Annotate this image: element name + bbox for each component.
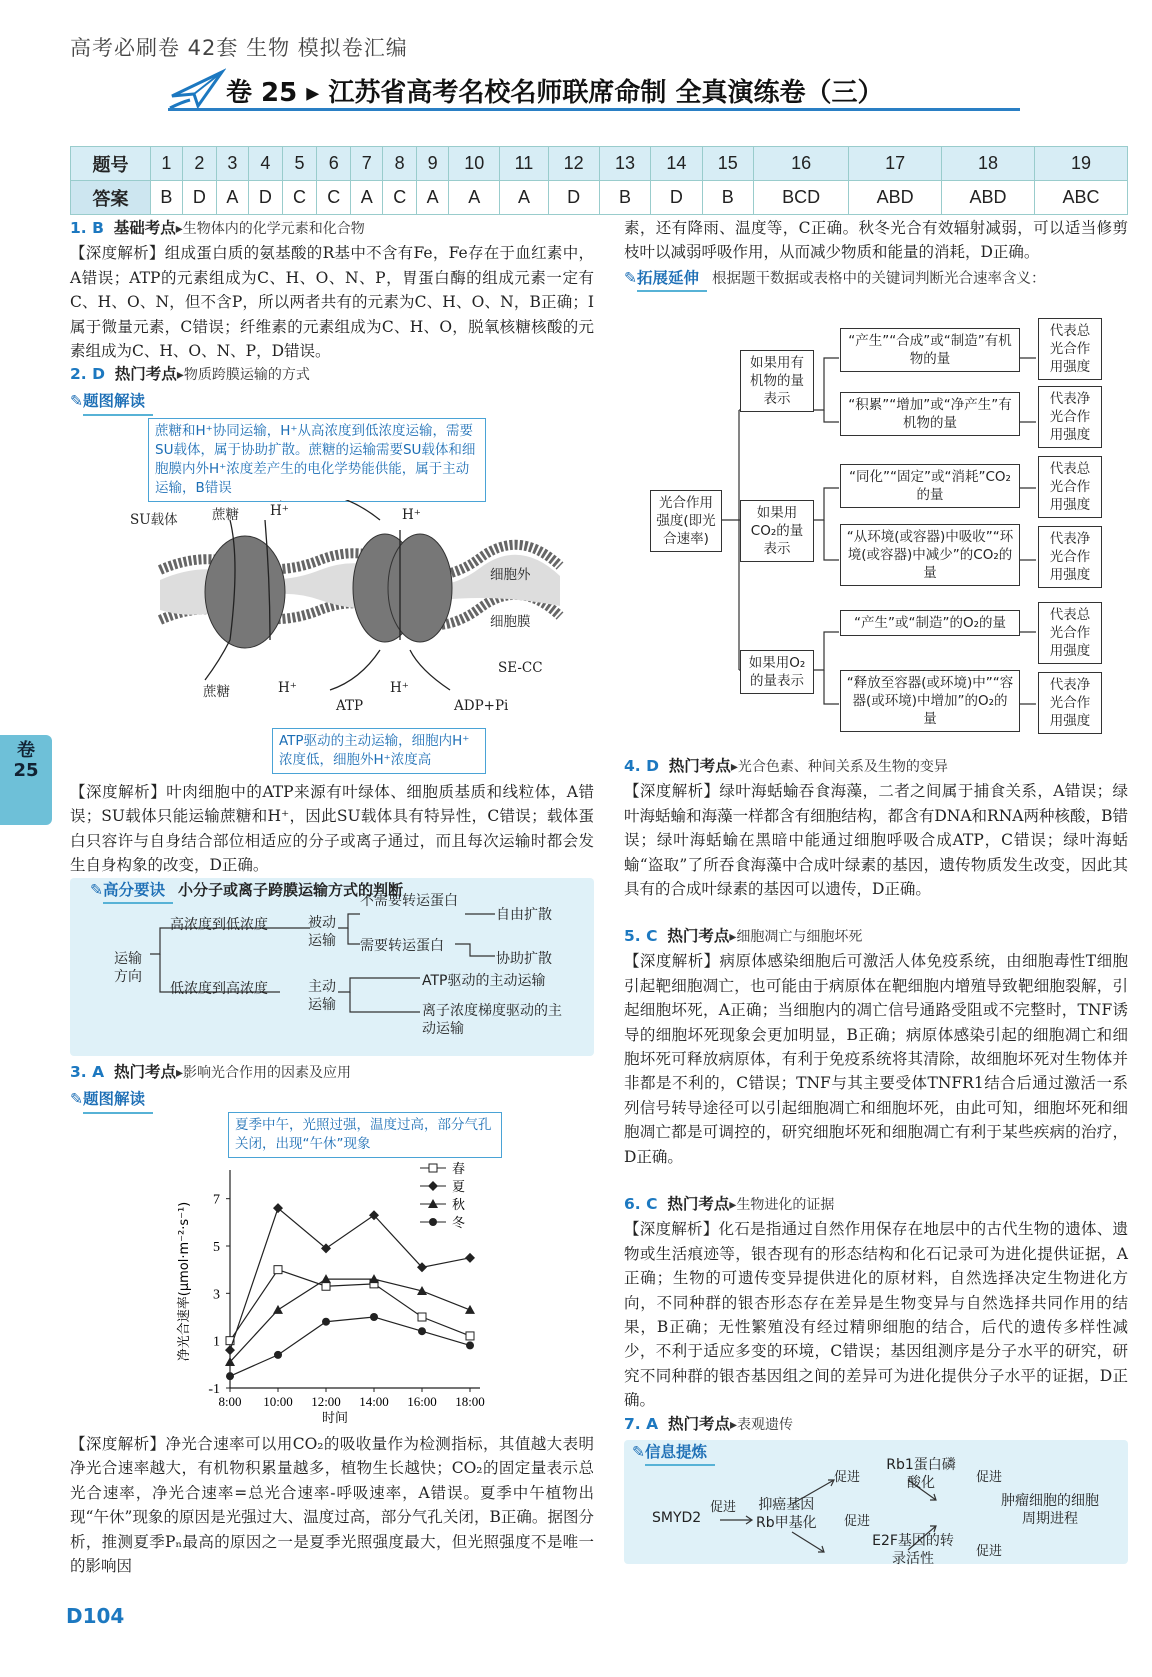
- fc-total-1: 代表总光合作用强度: [1038, 318, 1102, 380]
- q6-explanation: [624, 1192, 1128, 1413]
- extracellular-label: 细胞外: [490, 567, 531, 583]
- y-tick-label: 3: [213, 1287, 220, 1303]
- fc-organic-total: “产生”“合成”或“制造”有机物的量: [840, 328, 1020, 372]
- point-夏: [225, 1345, 235, 1355]
- q3-callout: 夏季中午，光照过强，温度过高，部分气孔关闭，出现“午休”现象: [228, 1112, 502, 1158]
- point-冬: [418, 1327, 426, 1335]
- h-cycle-arrow: [280, 500, 380, 520]
- point-冬: [466, 1341, 474, 1349]
- q-num: 7: [351, 147, 383, 181]
- promote-label-2: 促进: [834, 1470, 861, 1485]
- q-num: 4: [248, 147, 282, 181]
- question-number-row: [71, 147, 1128, 181]
- q7-number: 7. A: [624, 1415, 659, 1433]
- fc-co2-total: “同化”“固定”或“消耗”CO₂的量: [840, 464, 1020, 508]
- branch-no-protein: [338, 914, 360, 928]
- sucrose-label-top: 蔗糖: [212, 507, 239, 523]
- extension-section: [624, 266, 1128, 292]
- q3-keyword: ▸影响光合作用的因素及应用: [175, 1065, 351, 1081]
- q3-explanation: 【深度解析】净光合速率可以用CO₂的吸收量作为检测指标，其值越大表明净光合速率越大，有机物积累量越多，植物生长越快；CO₂的固定量表示总光合速率，净光合速率=总光合速率-呼吸速率，A错误。夏季中午植物出现“午休”现象的原因是光强过大、温度过高，部分气孔关闭，B正确。据图分析，推测夏季Pₙ最高的原因之一是夏季光照强度最大，但光照强度不是唯一的影响因: [70, 1435, 594, 1576]
- branch-protein: [348, 928, 360, 944]
- q-num: 19: [1034, 147, 1127, 181]
- q-num: 13: [599, 147, 650, 181]
- series-line-冬: [230, 1317, 470, 1376]
- tree-no-protein: 不需要转运蛋白: [360, 893, 458, 909]
- branch-atp: [338, 978, 420, 992]
- tree-passive: 被动 运输: [308, 915, 336, 949]
- point-秋: [465, 1305, 475, 1314]
- q-num: 16: [753, 147, 848, 181]
- q2-tag: 热门考点: [114, 365, 177, 383]
- answer-cell: A: [500, 181, 548, 215]
- legend-label-秋: 秋: [452, 1198, 466, 1213]
- x-tick-label: 18:00: [455, 1394, 485, 1409]
- answer-row: [71, 181, 1128, 215]
- y-axis-label: 净光合速率(μmol·m⁻²·s⁻¹): [177, 1201, 192, 1362]
- h-label-bottom-1: H⁺: [278, 680, 297, 696]
- q5-explanation: [624, 924, 1128, 1169]
- answer-cell: ABD: [942, 181, 1035, 215]
- q1-number: 1. B: [70, 219, 104, 237]
- point-夏: [465, 1253, 475, 1263]
- answer-cell: D: [248, 181, 282, 215]
- q2-header: [70, 362, 594, 416]
- q7-header: [624, 1412, 1128, 1437]
- tree-active: 主动 运输: [308, 979, 336, 1013]
- tree-ion-active: 离子浓度梯度驱动的主动运输: [422, 1003, 562, 1037]
- answer-cell: B: [702, 181, 753, 215]
- q1-text: 【深度解析】组成蛋白质的氨基酸的R基中不含有Fe，Fe存在于血红素中，A错误；ATP的元素组成为C、H、O、N、P，胃蛋白酶的组成元素一定有C、H、O、N，但不含P，所以两者共有的元素为C、H、O、N，B正确；I属于微量元素，C错误；纤维素的元素组成为C、H、O，脱氧核糖核酸的元素组成为C、H、O、N、P，D错误。: [70, 244, 594, 361]
- point-冬: [226, 1372, 234, 1380]
- title-underline: [168, 108, 1020, 111]
- series-line-春: [230, 1270, 470, 1341]
- promote-label-5: 促进: [976, 1544, 1003, 1559]
- q4-explanation: [624, 754, 1128, 901]
- q2-tip-title: 高分要诀: [103, 878, 173, 904]
- q-num: 3: [216, 147, 248, 181]
- answer-label: 答案: [71, 181, 151, 215]
- tree-atp-active: ATP驱动的主动运输: [422, 973, 546, 989]
- q2-callout-sucrose: 蔗糖和H⁺协同运输，H⁺从高浓度到低浓度运输，需要SU载体，属于协助扩散。蔗糖的运输需要SU载体和细胞膜内外H⁺浓度差产生的电化学势能供能，属于主动运输，B错误: [148, 418, 486, 502]
- tree-free-diffusion: 自由扩散: [496, 907, 552, 923]
- atp-arrow: [330, 650, 380, 690]
- h-label-top-2: H⁺: [402, 507, 421, 523]
- q-num: 5: [282, 147, 316, 181]
- q1-tag: 基础考点: [113, 219, 176, 237]
- q2-callout-atp: ATP驱动的主动运输，细胞内H⁺浓度低，细胞外H⁺浓度高: [272, 728, 486, 774]
- q-num: 11: [500, 147, 548, 181]
- q-num: 6: [317, 147, 351, 181]
- adp-arrow: [410, 650, 450, 690]
- arrow-facilitated: [455, 944, 495, 956]
- tree-root: 运输 方向: [114, 951, 142, 985]
- page-title: 卷 25 ▸ 江苏省高考名校名师联席命制 全真演练卷（三）: [226, 78, 884, 108]
- q2-tip-subtitle: 小分子或离子跨膜运输方式的判断: [177, 881, 403, 899]
- su-carrier-protein: [205, 536, 285, 648]
- x-tick-label: 10:00: [263, 1394, 293, 1409]
- su-carrier-label: SU载体: [130, 512, 178, 528]
- question-number-label: 题号: [71, 147, 151, 181]
- q-num: 1: [151, 147, 183, 181]
- q3-continuation: 素，还有降雨、温度等，C正确。秋冬光合有效辐射减弱，可以适当修剪枝叶以减弱呼吸作用，从而减少物质和能量的消耗，D正确。: [624, 219, 1128, 262]
- pencil-icon: ✎: [70, 392, 83, 411]
- adp-label: ADP+Pi: [454, 698, 509, 714]
- promote-label-1: 促进: [710, 1500, 737, 1515]
- answer-cell: C: [383, 181, 417, 215]
- q2-number: 2. D: [70, 365, 105, 383]
- branch-ion: [350, 992, 420, 1012]
- extension-text: 根据题干数据或表格中的关键词判断光合速率含义：: [711, 271, 1046, 287]
- q7-tag: 热门考点: [667, 1415, 730, 1433]
- answer-cell: D: [651, 181, 702, 215]
- answer-cell: D: [182, 181, 216, 215]
- answer-cell: A: [351, 181, 383, 215]
- net-photosynthesis-chart: [150, 1160, 570, 1430]
- pencil-icon: ✎: [70, 1090, 83, 1109]
- fc-net-1: 代表净光合作用强度: [1038, 386, 1102, 448]
- q3-header: [70, 1060, 594, 1114]
- q-num: 18: [942, 147, 1035, 181]
- point-冬: [370, 1313, 378, 1321]
- answer-cell: B: [151, 181, 183, 215]
- extension-title: 拓展延伸: [637, 266, 707, 292]
- y-tick-label: 7: [213, 1192, 220, 1208]
- y-tick-label: -1: [208, 1382, 220, 1397]
- q3-section-title: 题图解读: [83, 1087, 153, 1113]
- q2-keyword: ▸物质跨膜运输的方式: [176, 367, 310, 383]
- promote-label-4: 促进: [976, 1470, 1003, 1485]
- page-number: D104: [66, 1604, 125, 1628]
- se-cc-label: SE-CC: [498, 660, 543, 676]
- rb-methylation: [756, 1496, 817, 1532]
- fc-organic: 如果用有机物的量表示: [740, 350, 814, 412]
- q-num: 12: [548, 147, 599, 181]
- x-tick-label: 14:00: [359, 1394, 389, 1409]
- q-num: 8: [383, 147, 417, 181]
- tree-low-to-high: 低浓度到高浓度: [170, 981, 268, 997]
- fc-co2-net: “从环境(或容器)中吸收”“环境(或容器)中减少”的CO₂的量: [840, 524, 1020, 586]
- q7-section-title: 信息提炼: [645, 1440, 715, 1466]
- point-春: [418, 1313, 426, 1321]
- cell-membrane-label: 细胞膜: [490, 614, 531, 630]
- atp-pump-protein-right: [388, 534, 452, 642]
- answer-cell: A: [449, 181, 500, 215]
- tree-high-to-low: 高浓度到低浓度: [170, 917, 268, 933]
- fc-o2-total: “产生”或“制造”的O₂的量: [840, 610, 1020, 636]
- series-line-秋: [230, 1279, 470, 1362]
- q1-keyword: ▸生物体内的化学元素和化合物: [175, 221, 365, 237]
- answer-cell: B: [599, 181, 650, 215]
- q-num: 10: [449, 147, 500, 181]
- q6-text: 【深度解析】化石是指通过自然作用保存在地层中的古代生物的遗体、遗物或生活痕迹等，银杏现有的形态结构和化石记录可为进化提供证据，A正确；生物的可遗传变异提供进化的原材料，自然选择决定生物进化方向，不同种群的银杏形态存在差异是生物变异与自然选择共同作用的结果，B正确；无性繁殖没有经过精卵细胞的结合，后代的遗传多样性减少，不利于适应多变的环境，C错误；基因组测序是分子水平的研究，研究不同种群的银杏基因组之间的差异可为进化提供分子水平的证据，D正确。: [624, 1220, 1128, 1410]
- answer-cell: ABC: [1034, 181, 1127, 215]
- q1-explanation: [70, 216, 594, 363]
- legend-label-春: 春: [452, 1162, 466, 1177]
- fc-o2-net: “释放至容器(或环境)中”“容器(或环境)中增加”的O₂的量: [840, 670, 1020, 732]
- h-label-bottom-2: H⁺: [390, 680, 409, 696]
- q-num: 17: [849, 147, 942, 181]
- q4-tag: 热门考点: [668, 757, 731, 775]
- point-秋: [273, 1305, 283, 1314]
- y-tick-label: 1: [213, 1334, 220, 1350]
- q5-number: 5. C: [624, 927, 658, 945]
- fc-total-2: 代表总光合作用强度: [1038, 456, 1102, 518]
- fc-o2: 如果用O₂的量表示: [740, 650, 814, 694]
- answer-table: [70, 146, 1128, 215]
- tumor-suppressor-label: 抑癌基因: [758, 1497, 815, 1513]
- rb1-phosphorylation: Rb1蛋白磷酸化: [886, 1457, 956, 1491]
- fc-organic-net: “积累”“增加”或“净产生”有机物的量: [840, 392, 1020, 436]
- tree-need-protein: 需要转运蛋白: [360, 938, 444, 954]
- x-axis-label: 时间: [321, 1411, 349, 1426]
- q4-number: 4. D: [624, 757, 659, 775]
- e2f-activity: E2F基因的转录活性: [872, 1533, 954, 1567]
- q5-tag: 热门考点: [667, 927, 730, 945]
- volume-side-tab: [0, 735, 52, 825]
- q4-text: 【深度解析】绿叶海蛞蝓吞食海藻，二者之间属于捕食关系，A错误；绿叶海蛞蝓和海藻一样都含有细胞结构，都含有DNA和RNA两种核酸，B错误；绿叶海蛞蝓在黑暗中能通过细胞呼吸合成ATP，C错误；绿叶海蛞蝓“盗取”了所吞食海藻中合成叶绿素的基因，遗传物质发生改变，因此其具有的合成叶绿素的基因可以遗传，D正确。: [624, 782, 1128, 899]
- answer-cell: A: [216, 181, 248, 215]
- series-header: 高考必刷卷 42套 生物 模拟卷汇编: [70, 36, 408, 60]
- pencil-icon: ✎: [90, 881, 103, 899]
- answer-cell: D: [548, 181, 599, 215]
- answer-cell: BCD: [753, 181, 848, 215]
- answer-cell: ABD: [849, 181, 942, 215]
- legend-label-冬: 冬: [452, 1216, 466, 1231]
- pencil-icon: ✎: [632, 1443, 645, 1461]
- q2-section-title: 题图解读: [83, 389, 153, 415]
- q7-keyword: ▸表观遗传: [729, 1417, 793, 1433]
- cell-cycle-label: 肿瘤细胞的细胞周期进程: [1001, 1493, 1099, 1527]
- q3-number: 3. A: [70, 1063, 105, 1081]
- q-num: 2: [182, 147, 216, 181]
- point-冬: [322, 1318, 330, 1326]
- pencil-icon: ✎: [624, 269, 637, 287]
- fc-net-3: 代表净光合作用强度: [1038, 672, 1102, 734]
- q-num: 15: [702, 147, 753, 181]
- fc-root: 光合作用强度(即光合速率): [650, 490, 722, 552]
- x-tick-label: 16:00: [407, 1394, 437, 1409]
- fc-co2: 如果用CO₂的量表示: [740, 500, 814, 562]
- smyd2-label: SMYD2: [652, 1510, 702, 1526]
- point-春: [322, 1282, 330, 1290]
- fc-net-2: 代表净光合作用强度: [1038, 526, 1102, 588]
- q5-keyword: ▸细胞凋亡与细胞坏死: [729, 929, 863, 945]
- point-春: [466, 1332, 474, 1340]
- answer-cell: A: [417, 181, 449, 215]
- fc-total-3: 代表总光合作用强度: [1038, 602, 1102, 664]
- y-tick-label: 5: [213, 1240, 220, 1255]
- q5-text: 【深度解析】病原体感染细胞后可激活人体免疫系统，由细胞毒性T细胞引起靶细胞凋亡，也可能由于病原体在靶细胞内增殖导致靶细胞裂解，引起细胞坏死，A正确；当细胞内的凋亡信号通路受阻或不完整时，TNF诱导的细胞坏死现象会更加明显，B正确；病原体感染引起的细胞凋亡和细胞坏死可释放病原体，有利于免疫系统将其清除，故细胞坏死对生物体并非都是不利的，C错误；TNF与其主要受体TNFR1结合后通过激活一系列信号转导途径可以引起细胞凋亡和细胞坏死，由此可知，细胞坏死和细胞凋亡都是可调控的，研究细胞坏死和细胞凋亡有利于某些疾病的治疗，D正确。: [624, 952, 1128, 1166]
- tree-facilitated: 协助扩散: [496, 951, 552, 967]
- q2-explanation: 【深度解析】叶肉细胞中的ATP来源有叶绿体、细胞质基质和线粒体，A错误；SU载体只能运输蔗糖和H⁺，因此SU载体具有特异性，C错误；载体蛋白只容许与自身结合部位相适应的分子或离子通过，而且每次运输时都会发生自身构象的改变，D正确。: [70, 783, 594, 875]
- legend-marker-冬: [429, 1218, 437, 1226]
- answer-cell: C: [317, 181, 351, 215]
- side-tab-label: 卷 25: [13, 740, 39, 781]
- answer-cell: C: [282, 181, 316, 215]
- q-num: 14: [651, 147, 702, 181]
- point-春: [274, 1266, 282, 1274]
- arrow-smyd2: [720, 1516, 752, 1524]
- h-label-top-1: H⁺: [270, 503, 289, 519]
- q6-tag: 热门考点: [667, 1195, 730, 1213]
- promote-label-3: 促进: [844, 1514, 871, 1529]
- arrow-e2f: [792, 1532, 824, 1552]
- legend-label-夏: 夏: [452, 1180, 466, 1195]
- q6-keyword: ▸生物进化的证据: [729, 1197, 835, 1213]
- sucrose-label-bottom: 蔗糖: [203, 684, 230, 700]
- x-tick-label: 12:00: [311, 1394, 341, 1409]
- q6-number: 6. C: [624, 1195, 658, 1213]
- rb-methylation-label: Rb甲基化: [756, 1515, 817, 1531]
- q-num: 9: [417, 147, 449, 181]
- legend-marker-春: [429, 1164, 437, 1172]
- x-tick-label: 8:00: [218, 1394, 242, 1409]
- atp-label: ATP: [336, 698, 364, 714]
- point-冬: [274, 1351, 282, 1359]
- paper-plane-icon: [168, 66, 226, 110]
- legend-marker-夏: [428, 1181, 438, 1191]
- q4-keyword: ▸光合色素、种间关系及生物的变异: [730, 759, 948, 775]
- q3-tag: 热门考点: [113, 1063, 176, 1081]
